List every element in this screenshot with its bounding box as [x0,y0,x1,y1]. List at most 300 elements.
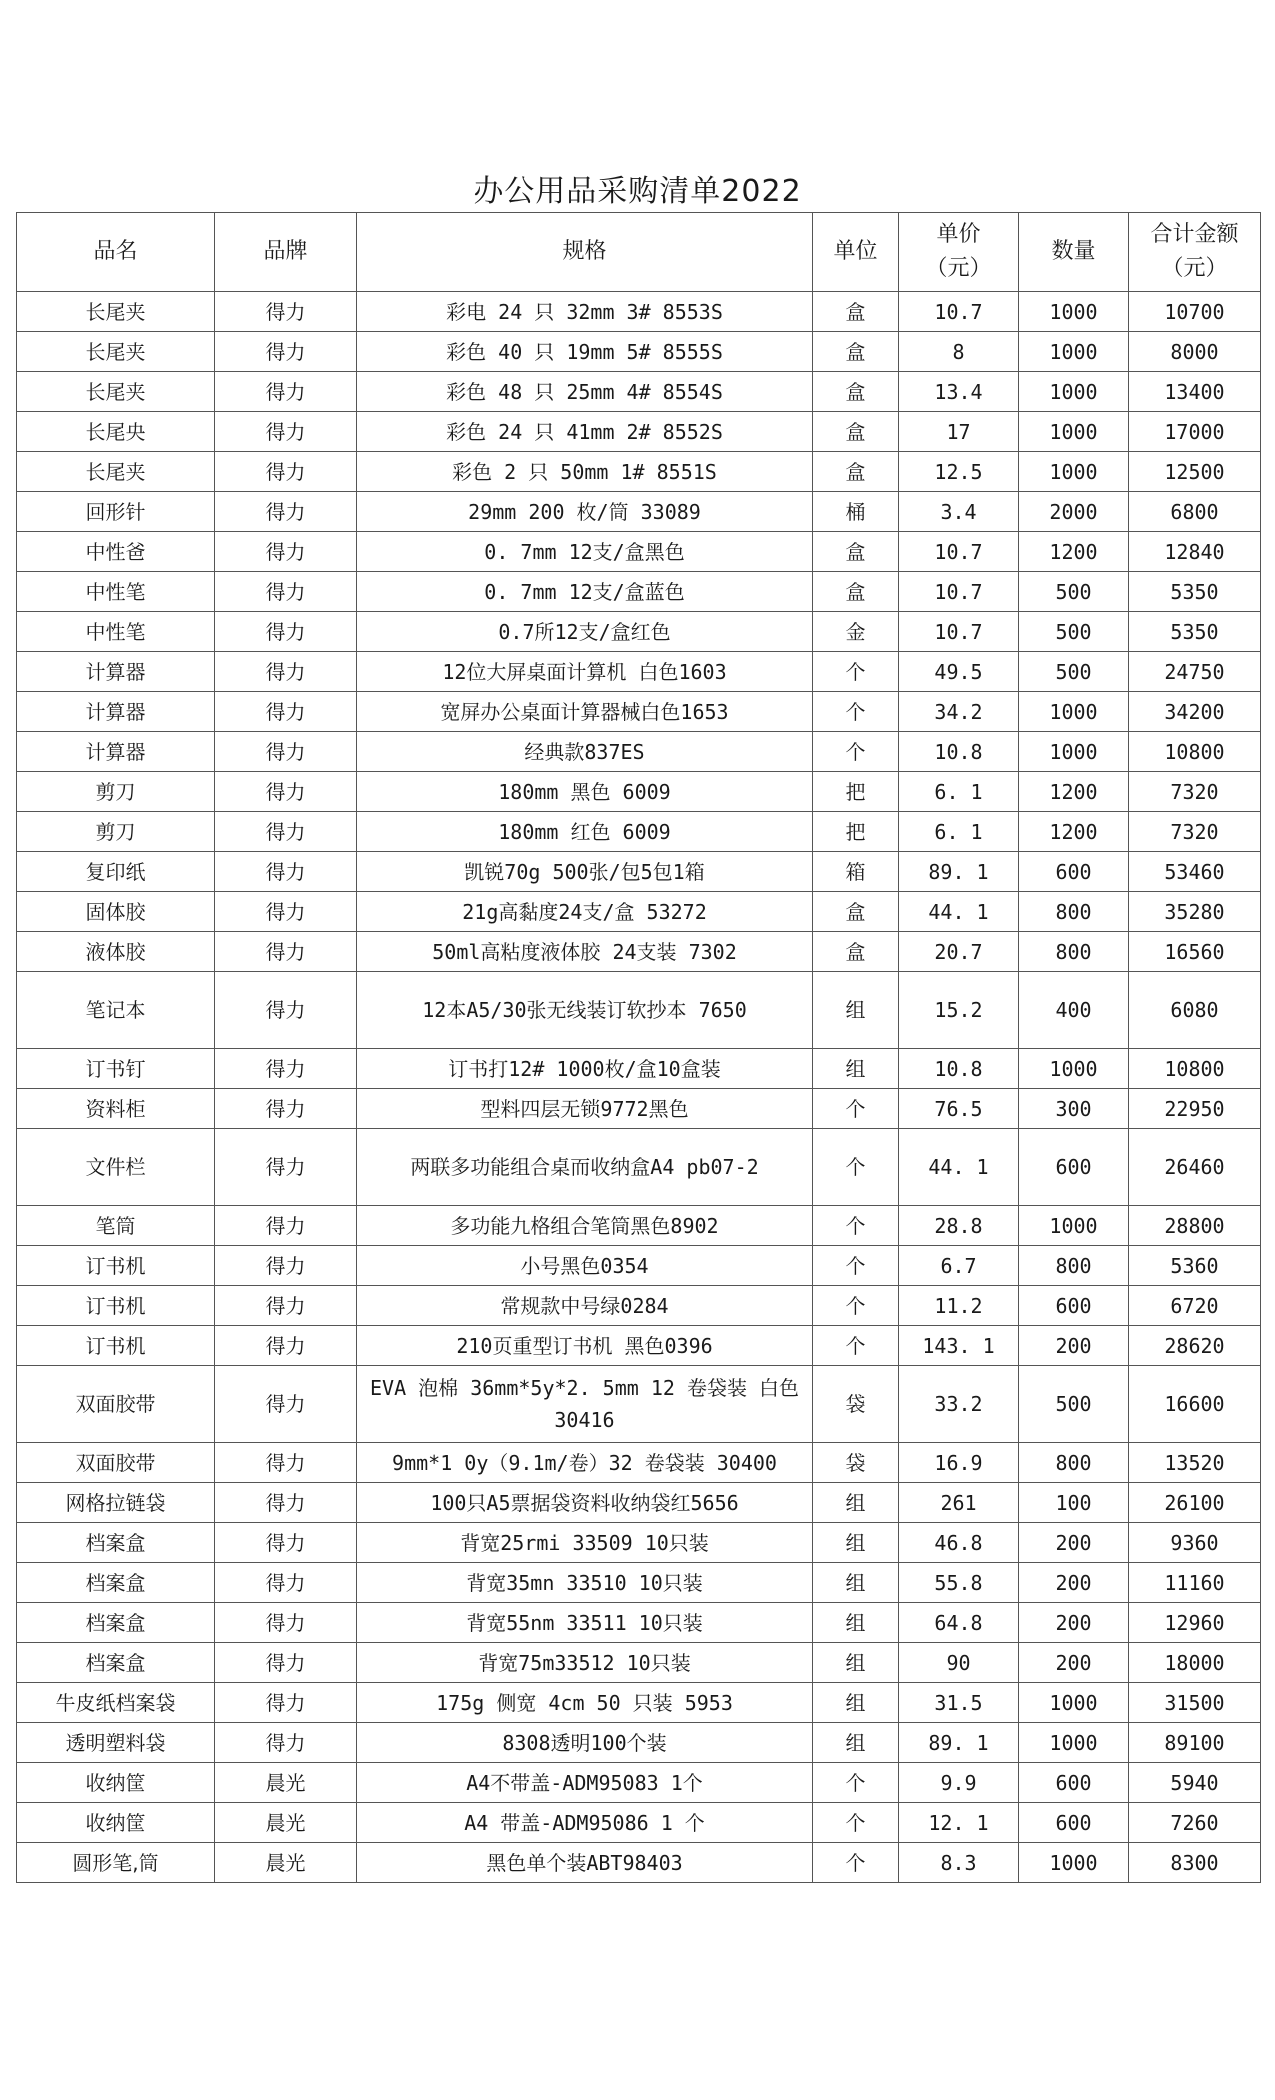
cell-price: 12. 1 [899,1803,1019,1843]
cell-price: 89. 1 [899,852,1019,892]
cell-price: 76.5 [899,1089,1019,1129]
cell-qty: 1000 [1019,1049,1129,1089]
cell-brand: 得力 [215,332,357,372]
cell-brand: 得力 [215,852,357,892]
cell-spec: A4 带盖-ADM95086 1 个 [357,1803,813,1843]
cell-total: 10800 [1129,1049,1261,1089]
cell-price: 10.8 [899,1049,1019,1089]
cell-brand: 得力 [215,1206,357,1246]
cell-qty: 600 [1019,1803,1129,1843]
cell-qty: 100 [1019,1483,1129,1523]
cell-qty: 1000 [1019,452,1129,492]
cell-name: 圆形笔,筒 [17,1843,215,1883]
cell-total: 28800 [1129,1206,1261,1246]
cell-brand: 得力 [215,1366,357,1443]
cell-spec: 彩电 24 只 32mm 3# 8553S [357,292,813,332]
cell-qty: 500 [1019,1366,1129,1443]
cell-spec: 宽屏办公桌面计算器械白色1653 [357,692,813,732]
cell-brand: 得力 [215,492,357,532]
cell-spec: 0. 7mm 12支/盒蓝色 [357,572,813,612]
cell-price: 90 [899,1643,1019,1683]
header-total-unit: （元） [1161,256,1228,281]
cell-unit: 个 [813,692,899,732]
cell-qty: 300 [1019,1089,1129,1129]
cell-name: 长尾夹 [17,292,215,332]
cell-unit: 组 [813,1523,899,1563]
cell-total: 35280 [1129,892,1261,932]
table-row [17,1483,1261,1523]
table-row [17,1843,1261,1883]
cell-qty: 1200 [1019,812,1129,852]
cell-qty: 800 [1019,932,1129,972]
table-row [17,892,1261,932]
cell-brand: 得力 [215,1326,357,1366]
cell-price: 10.7 [899,292,1019,332]
cell-qty: 400 [1019,972,1129,1049]
table-row [17,1563,1261,1603]
cell-brand: 得力 [215,972,357,1049]
cell-brand: 得力 [215,1683,357,1723]
cell-qty: 1000 [1019,1723,1129,1763]
table-row [17,1049,1261,1089]
cell-total: 10700 [1129,292,1261,332]
cell-qty: 600 [1019,1129,1129,1206]
cell-spec: 0. 7mm 12支/盒黑色 [357,532,813,572]
cell-spec: 背宽35mn 33510 10只装 [357,1563,813,1603]
cell-name: 长尾夹 [17,332,215,372]
table-row [17,1723,1261,1763]
cell-brand: 晨光 [215,1803,357,1843]
cell-name: 笔记本 [17,972,215,1049]
cell-unit: 盒 [813,412,899,452]
cell-qty: 1000 [1019,692,1129,732]
cell-spec: 两联多功能组合桌而收纳盒A4 pb07-2 [357,1129,813,1206]
cell-unit: 个 [813,1803,899,1843]
cell-spec: 背宽75m33512 10只装 [357,1643,813,1683]
cell-price: 261 [899,1483,1019,1523]
cell-price: 89. 1 [899,1723,1019,1763]
cell-name: 收纳筐 [17,1763,215,1803]
cell-total: 26100 [1129,1483,1261,1523]
table-row [17,1326,1261,1366]
cell-brand: 得力 [215,652,357,692]
table-row [17,1603,1261,1643]
cell-unit: 箱 [813,852,899,892]
cell-price: 12.5 [899,452,1019,492]
cell-price: 6.7 [899,1246,1019,1286]
header-total [1129,213,1261,292]
cell-total: 7260 [1129,1803,1261,1843]
cell-unit: 盒 [813,572,899,612]
cell-total: 8000 [1129,332,1261,372]
cell-price: 10.7 [899,572,1019,612]
table-row [17,612,1261,652]
cell-brand: 得力 [215,772,357,812]
cell-spec: 180mm 黑色 6009 [357,772,813,812]
header-price [899,213,1019,292]
cell-brand: 晨光 [215,1763,357,1803]
table-row [17,732,1261,772]
cell-brand: 得力 [215,692,357,732]
cell-spec: 8308透明100个装 [357,1723,813,1763]
cell-qty: 800 [1019,892,1129,932]
cell-name: 剪刀 [17,772,215,812]
cell-spec: 黑色单个装ABT98403 [357,1843,813,1883]
cell-total: 9360 [1129,1523,1261,1563]
cell-qty: 600 [1019,852,1129,892]
cell-spec: 背宽55nm 33511 10只装 [357,1603,813,1643]
cell-unit: 个 [813,1286,899,1326]
cell-qty: 2000 [1019,492,1129,532]
cell-name: 中性爸 [17,532,215,572]
cell-brand: 得力 [215,372,357,412]
table-row [17,1246,1261,1286]
cell-brand: 得力 [215,612,357,652]
cell-total: 12840 [1129,532,1261,572]
cell-total: 5350 [1129,612,1261,652]
cell-total: 31500 [1129,1683,1261,1723]
cell-qty: 600 [1019,1286,1129,1326]
cell-price: 10.8 [899,732,1019,772]
table-row [17,292,1261,332]
cell-brand: 得力 [215,1523,357,1563]
cell-price: 64.8 [899,1603,1019,1643]
cell-unit: 袋 [813,1366,899,1443]
cell-spec: 多功能九格组合笔筒黑色8902 [357,1206,813,1246]
cell-price: 13.4 [899,372,1019,412]
cell-qty: 200 [1019,1326,1129,1366]
cell-brand: 得力 [215,1723,357,1763]
cell-name: 计算器 [17,692,215,732]
cell-unit: 组 [813,1049,899,1089]
cell-name: 长尾央 [17,412,215,452]
header-price-label: 单价 [936,222,981,247]
table-row [17,372,1261,412]
table-row [17,1129,1261,1206]
cell-qty: 500 [1019,652,1129,692]
cell-total: 34200 [1129,692,1261,732]
header-name: 品名 [17,213,215,292]
cell-total: 16560 [1129,932,1261,972]
cell-unit: 盒 [813,892,899,932]
cell-name: 档案盒 [17,1563,215,1603]
table-row [17,1366,1261,1443]
cell-unit: 组 [813,1483,899,1523]
cell-brand: 得力 [215,732,357,772]
cell-unit: 组 [813,1603,899,1643]
cell-qty: 1000 [1019,412,1129,452]
cell-total: 18000 [1129,1643,1261,1683]
cell-spec: 常规款中号绿0284 [357,1286,813,1326]
table-row [17,692,1261,732]
cell-price: 31.5 [899,1683,1019,1723]
cell-price: 8 [899,332,1019,372]
cell-name: 收纳筐 [17,1803,215,1843]
cell-name: 资料柜 [17,1089,215,1129]
cell-total: 16600 [1129,1366,1261,1443]
table-row [17,1206,1261,1246]
cell-spec: 21g高黏度24支/盒 53272 [357,892,813,932]
header-brand: 品牌 [215,213,357,292]
cell-unit: 盒 [813,332,899,372]
cell-name: 订书钉 [17,1049,215,1089]
cell-unit: 个 [813,1326,899,1366]
cell-unit: 个 [813,1843,899,1883]
cell-name: 牛皮纸档案袋 [17,1683,215,1723]
cell-price: 49.5 [899,652,1019,692]
table-row [17,772,1261,812]
cell-qty: 500 [1019,612,1129,652]
cell-unit: 组 [813,1563,899,1603]
table-row [17,852,1261,892]
cell-total: 13400 [1129,372,1261,412]
table-row [17,1803,1261,1843]
page-title: 办公用品采购清单2022 [473,174,802,209]
cell-name: 订书机 [17,1246,215,1286]
header-total-label: 合计金额 [1150,222,1239,247]
cell-price: 11.2 [899,1286,1019,1326]
cell-unit: 盒 [813,452,899,492]
cell-unit: 个 [813,652,899,692]
cell-total: 11160 [1129,1563,1261,1603]
cell-qty: 200 [1019,1603,1129,1643]
cell-name: 计算器 [17,652,215,692]
cell-spec: 12本A5/30张无线装订软抄本 7650 [357,972,813,1049]
cell-brand: 得力 [215,812,357,852]
cell-spec: 12位大屏桌面计算机 白色1603 [357,652,813,692]
table-row [17,532,1261,572]
cell-price: 10.7 [899,532,1019,572]
table-row [17,332,1261,372]
header-spec: 规格 [357,213,813,292]
cell-total: 5360 [1129,1246,1261,1286]
cell-spec: 彩色 2 只 50mm 1# 8551S [357,452,813,492]
cell-name: 档案盒 [17,1523,215,1563]
cell-name: 订书机 [17,1286,215,1326]
table-row [17,412,1261,452]
table-row [17,932,1261,972]
cell-price: 17 [899,412,1019,452]
cell-price: 46.8 [899,1523,1019,1563]
cell-unit: 桶 [813,492,899,532]
cell-unit: 把 [813,812,899,852]
cell-unit: 个 [813,1246,899,1286]
cell-total: 89100 [1129,1723,1261,1763]
table-row [17,812,1261,852]
cell-unit: 组 [813,972,899,1049]
cell-unit: 个 [813,732,899,772]
cell-unit: 盒 [813,932,899,972]
cell-spec: 彩色 48 只 25mm 4# 8554S [357,372,813,412]
cell-price: 143. 1 [899,1326,1019,1366]
cell-total: 10800 [1129,732,1261,772]
cell-unit: 个 [813,1129,899,1206]
cell-spec: 180mm 红色 6009 [357,812,813,852]
table-row [17,1683,1261,1723]
table-row [17,1523,1261,1563]
table-row [17,972,1261,1049]
cell-spec: 210页重型订书机 黑色0396 [357,1326,813,1366]
cell-total: 8300 [1129,1843,1261,1883]
cell-brand: 得力 [215,1286,357,1326]
cell-brand: 得力 [215,1563,357,1603]
cell-name: 笔筒 [17,1206,215,1246]
cell-unit: 把 [813,772,899,812]
cell-total: 12960 [1129,1603,1261,1643]
cell-qty: 200 [1019,1563,1129,1603]
cell-price: 33.2 [899,1366,1019,1443]
cell-unit: 金 [813,612,899,652]
cell-qty: 1000 [1019,332,1129,372]
cell-total: 13520 [1129,1443,1261,1483]
cell-total: 6080 [1129,972,1261,1049]
header-row [17,213,1261,292]
cell-spec: EVA 泡棉 36mm*5y*2. 5mm 12 卷袋装 白色30416 [357,1366,813,1443]
cell-spec: 0.7所12支/盒红色 [357,612,813,652]
cell-price: 6. 1 [899,812,1019,852]
cell-spec: 凯锐70g 500张/包5包1箱 [357,852,813,892]
cell-total: 5940 [1129,1763,1261,1803]
table-row [17,1286,1261,1326]
cell-spec: 小号黑色0354 [357,1246,813,1286]
cell-spec: A4不带盖-ADM95083 1个 [357,1763,813,1803]
cell-spec: 型料四层无锁9772黑色 [357,1089,813,1129]
cell-spec: 彩色 24 只 41mm 2# 8552S [357,412,813,452]
cell-name: 中性笔 [17,572,215,612]
cell-qty: 1000 [1019,292,1129,332]
cell-total: 12500 [1129,452,1261,492]
cell-spec: 175g 侧宽 4cm 50 只装 5953 [357,1683,813,1723]
cell-name: 液体胶 [17,932,215,972]
cell-spec: 100只A5票据袋资料收纳袋红5656 [357,1483,813,1523]
cell-brand: 得力 [215,292,357,332]
cell-price: 16.9 [899,1443,1019,1483]
cell-spec: 50ml高粘度液体胶 24支装 7302 [357,932,813,972]
cell-name: 剪刀 [17,812,215,852]
cell-price: 15.2 [899,972,1019,1049]
cell-unit: 袋 [813,1443,899,1483]
cell-name: 长尾夹 [17,372,215,412]
cell-spec: 29mm 200 枚/筒 33089 [357,492,813,532]
cell-total: 7320 [1129,812,1261,852]
cell-name: 双面胶带 [17,1366,215,1443]
cell-brand: 得力 [215,1129,357,1206]
cell-qty: 1000 [1019,1683,1129,1723]
cell-total: 28620 [1129,1326,1261,1366]
cell-price: 3.4 [899,492,1019,532]
cell-total: 5350 [1129,572,1261,612]
cell-brand: 得力 [215,932,357,972]
cell-qty: 1200 [1019,772,1129,812]
cell-price: 20.7 [899,932,1019,972]
table-row [17,652,1261,692]
cell-brand: 得力 [215,1049,357,1089]
cell-total: 22950 [1129,1089,1261,1129]
cell-qty: 1000 [1019,372,1129,412]
cell-unit: 个 [813,1089,899,1129]
cell-spec: 彩色 40 只 19mm 5# 8555S [357,332,813,372]
cell-price: 28.8 [899,1206,1019,1246]
purchase-table [16,212,1261,1883]
cell-qty: 1200 [1019,532,1129,572]
cell-price: 34.2 [899,692,1019,732]
cell-brand: 得力 [215,452,357,492]
cell-unit: 组 [813,1723,899,1763]
cell-unit: 个 [813,1763,899,1803]
cell-price: 44. 1 [899,1129,1019,1206]
cell-name: 计算器 [17,732,215,772]
cell-price: 55.8 [899,1563,1019,1603]
cell-total: 24750 [1129,652,1261,692]
cell-name: 复印纸 [17,852,215,892]
cell-unit: 盒 [813,292,899,332]
cell-brand: 得力 [215,1089,357,1129]
cell-spec: 订书打12# 1000枚/盒10盒装 [357,1049,813,1089]
cell-total: 17000 [1129,412,1261,452]
cell-spec: 经典款837ES [357,732,813,772]
cell-name: 网格拉链袋 [17,1483,215,1523]
cell-brand: 得力 [215,412,357,452]
table-header [17,213,1261,292]
cell-price: 6. 1 [899,772,1019,812]
cell-qty: 600 [1019,1763,1129,1803]
table-row [17,1763,1261,1803]
cell-name: 档案盒 [17,1643,215,1683]
table-row [17,1443,1261,1483]
cell-brand: 得力 [215,1643,357,1683]
cell-unit: 组 [813,1683,899,1723]
table-row [17,1643,1261,1683]
cell-qty: 1000 [1019,1843,1129,1883]
cell-brand: 得力 [215,1603,357,1643]
cell-qty: 1000 [1019,1206,1129,1246]
cell-qty: 500 [1019,572,1129,612]
cell-spec: 背宽25rmi 33509 10只装 [357,1523,813,1563]
cell-name: 长尾夹 [17,452,215,492]
cell-name: 透明塑料袋 [17,1723,215,1763]
cell-name: 双面胶带 [17,1443,215,1483]
cell-price: 8.3 [899,1843,1019,1883]
cell-total: 53460 [1129,852,1261,892]
cell-unit: 盒 [813,372,899,412]
cell-total: 6720 [1129,1286,1261,1326]
cell-name: 档案盒 [17,1603,215,1643]
header-unit: 单位 [813,213,899,292]
cell-brand: 得力 [215,892,357,932]
cell-total: 26460 [1129,1129,1261,1206]
cell-qty: 1000 [1019,732,1129,772]
cell-spec: 9mm*1 0y（9.1m/卷）32 卷袋装 30400 [357,1443,813,1483]
cell-name: 固体胶 [17,892,215,932]
table-row [17,452,1261,492]
cell-unit: 盒 [813,532,899,572]
cell-brand: 晨光 [215,1843,357,1883]
cell-brand: 得力 [215,572,357,612]
table-row [17,492,1261,532]
cell-name: 回形针 [17,492,215,532]
table-body [17,292,1261,1883]
header-qty: 数量 [1019,213,1129,292]
cell-qty: 200 [1019,1643,1129,1683]
cell-brand: 得力 [215,1483,357,1523]
cell-qty: 800 [1019,1246,1129,1286]
cell-total: 7320 [1129,772,1261,812]
table-row [17,572,1261,612]
cell-price: 10.7 [899,612,1019,652]
cell-brand: 得力 [215,1443,357,1483]
cell-brand: 得力 [215,1246,357,1286]
cell-qty: 800 [1019,1443,1129,1483]
